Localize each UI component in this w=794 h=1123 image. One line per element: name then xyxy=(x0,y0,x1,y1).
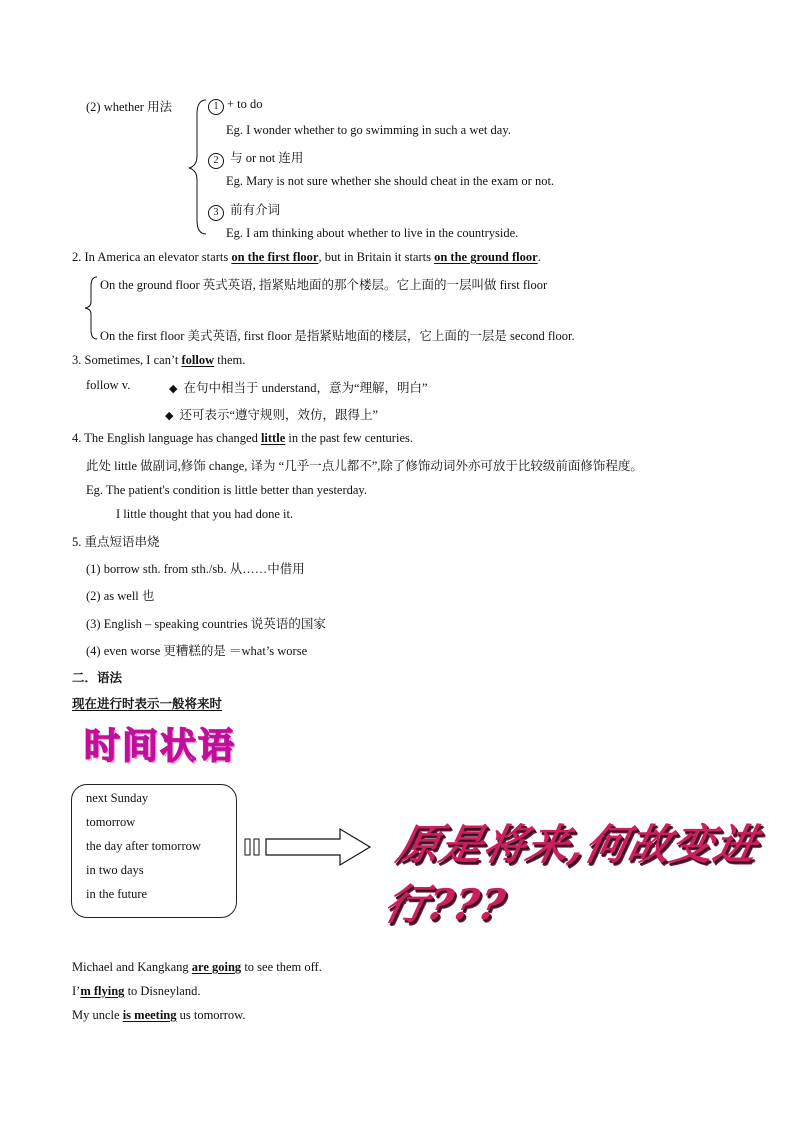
example-sentence-2 xyxy=(72,984,200,999)
curly-brace-floor xyxy=(82,274,100,342)
text: . xyxy=(537,250,541,264)
diamond-bullet-icon: ◆ xyxy=(165,410,174,422)
whether-usage-2 xyxy=(208,148,303,169)
time-expression: the day after tomorrow xyxy=(86,839,201,853)
phrase-1: (1) borrow sth. from sth./sb. 从……中借用 xyxy=(86,562,305,576)
little-example-1: Eg. The patient's condition is little better than yesterday. xyxy=(86,483,367,497)
key-phrase: on the ground floor xyxy=(434,250,538,264)
item-2-sentence xyxy=(72,250,541,265)
ground-floor-explanation: On the ground floor 英式英语, 指紧贴地面的那个楼层。它上面的一层叫做 first floor xyxy=(100,278,548,292)
diamond-bullet-icon: ◆ xyxy=(169,383,178,395)
grammar-subheading: 现在进行时表示一般将来时 xyxy=(72,697,223,711)
phrase-2: (2) as well 也 xyxy=(86,589,155,603)
right-arrow-icon xyxy=(244,826,374,868)
key-word: follow xyxy=(181,353,215,367)
text: 4. The English language has changed xyxy=(72,431,261,445)
curly-brace-whether xyxy=(184,96,210,238)
phrase-3: (3) English – speaking countries 说英语的国家 xyxy=(86,617,326,631)
time-expression: in the future xyxy=(86,887,148,901)
follow-word: follow v. xyxy=(86,378,131,392)
text: My uncle xyxy=(72,1008,123,1022)
time-expression: in two days xyxy=(86,863,144,877)
first-floor-explanation: On the first floor 美式英语, first floor 是指紧贴地面的楼层，它上面的一层是 second floor. xyxy=(100,329,575,343)
whether-usage-3 xyxy=(208,200,280,221)
text: 2. In America an elevator starts xyxy=(72,250,232,264)
example-sentence-3 xyxy=(72,1008,245,1023)
time-expression: tomorrow xyxy=(86,815,136,829)
text: them. xyxy=(214,353,246,367)
circled-number-2: 2 xyxy=(208,153,224,169)
verb-phrase: is meeting xyxy=(122,1008,177,1022)
key-word: little xyxy=(260,431,286,445)
whether-usage-1 xyxy=(208,97,263,115)
example-sentence-1 xyxy=(72,960,322,975)
text: in the past few centuries. xyxy=(285,431,413,445)
text: 还可表示“遵守规则，效仿，跟得上” xyxy=(179,408,379,422)
text: 在句中相当于 understand，意为“理解，明白” xyxy=(183,381,428,395)
time-expressions-box xyxy=(71,784,237,918)
little-explanation: 此处 little 做副词,修饰 change, 译为 “几乎一点儿都不”,除了修饰动词外亦可放于比较级前面修饰程度。 xyxy=(86,459,643,473)
circled-number-1: 1 xyxy=(208,99,224,115)
whether-example-3: Eg. I am thinking about whether to live in the countryside. xyxy=(226,226,519,240)
text: 3. Sometimes, I can’t xyxy=(72,353,182,367)
text: to see them off. xyxy=(241,960,322,974)
item-3-sentence xyxy=(72,353,245,368)
follow-meaning-1 xyxy=(169,378,428,396)
key-phrase: on the first floor xyxy=(231,250,319,264)
whether-example-2: Eg. Mary is not sure whether she should cheat in the exam or not. xyxy=(226,174,555,188)
usage-text: 前有介词 xyxy=(230,203,281,217)
usage-text: 与 or not 连用 xyxy=(230,151,304,165)
little-example-2: I little thought that you had done it. xyxy=(116,507,294,521)
verb-phrase: are going xyxy=(191,960,242,974)
verb-phrase: m flying xyxy=(80,984,125,998)
circled-number-3: 3 xyxy=(208,205,224,221)
time-expression: next Sunday xyxy=(86,791,149,805)
whether-example-1: Eg. I wonder whether to go swimming in such a wet day. xyxy=(226,123,511,137)
whether-label: (2) whether 用法 xyxy=(86,100,173,114)
text: us tomorrow. xyxy=(176,1008,246,1022)
wordart-question: 原是将来,何故变进行??? xyxy=(379,820,763,929)
wordart-time-adverbial: 时间状语 xyxy=(84,726,237,767)
grammar-heading: 二．语法 xyxy=(72,671,123,685)
phrases-title: 5. 重点短语串烧 xyxy=(72,535,160,549)
phrase-4: (4) even worse 更糟糕的是 ＝what’s worse xyxy=(86,644,308,658)
item-4-sentence xyxy=(72,431,413,446)
usage-text: + to do xyxy=(227,97,263,111)
text: Michael and Kangkang xyxy=(72,960,192,974)
text: I’ xyxy=(72,984,81,998)
follow-meaning-2 xyxy=(165,405,378,423)
text: , but in Britain it starts xyxy=(318,250,435,264)
text: to Disneyland. xyxy=(124,984,201,998)
